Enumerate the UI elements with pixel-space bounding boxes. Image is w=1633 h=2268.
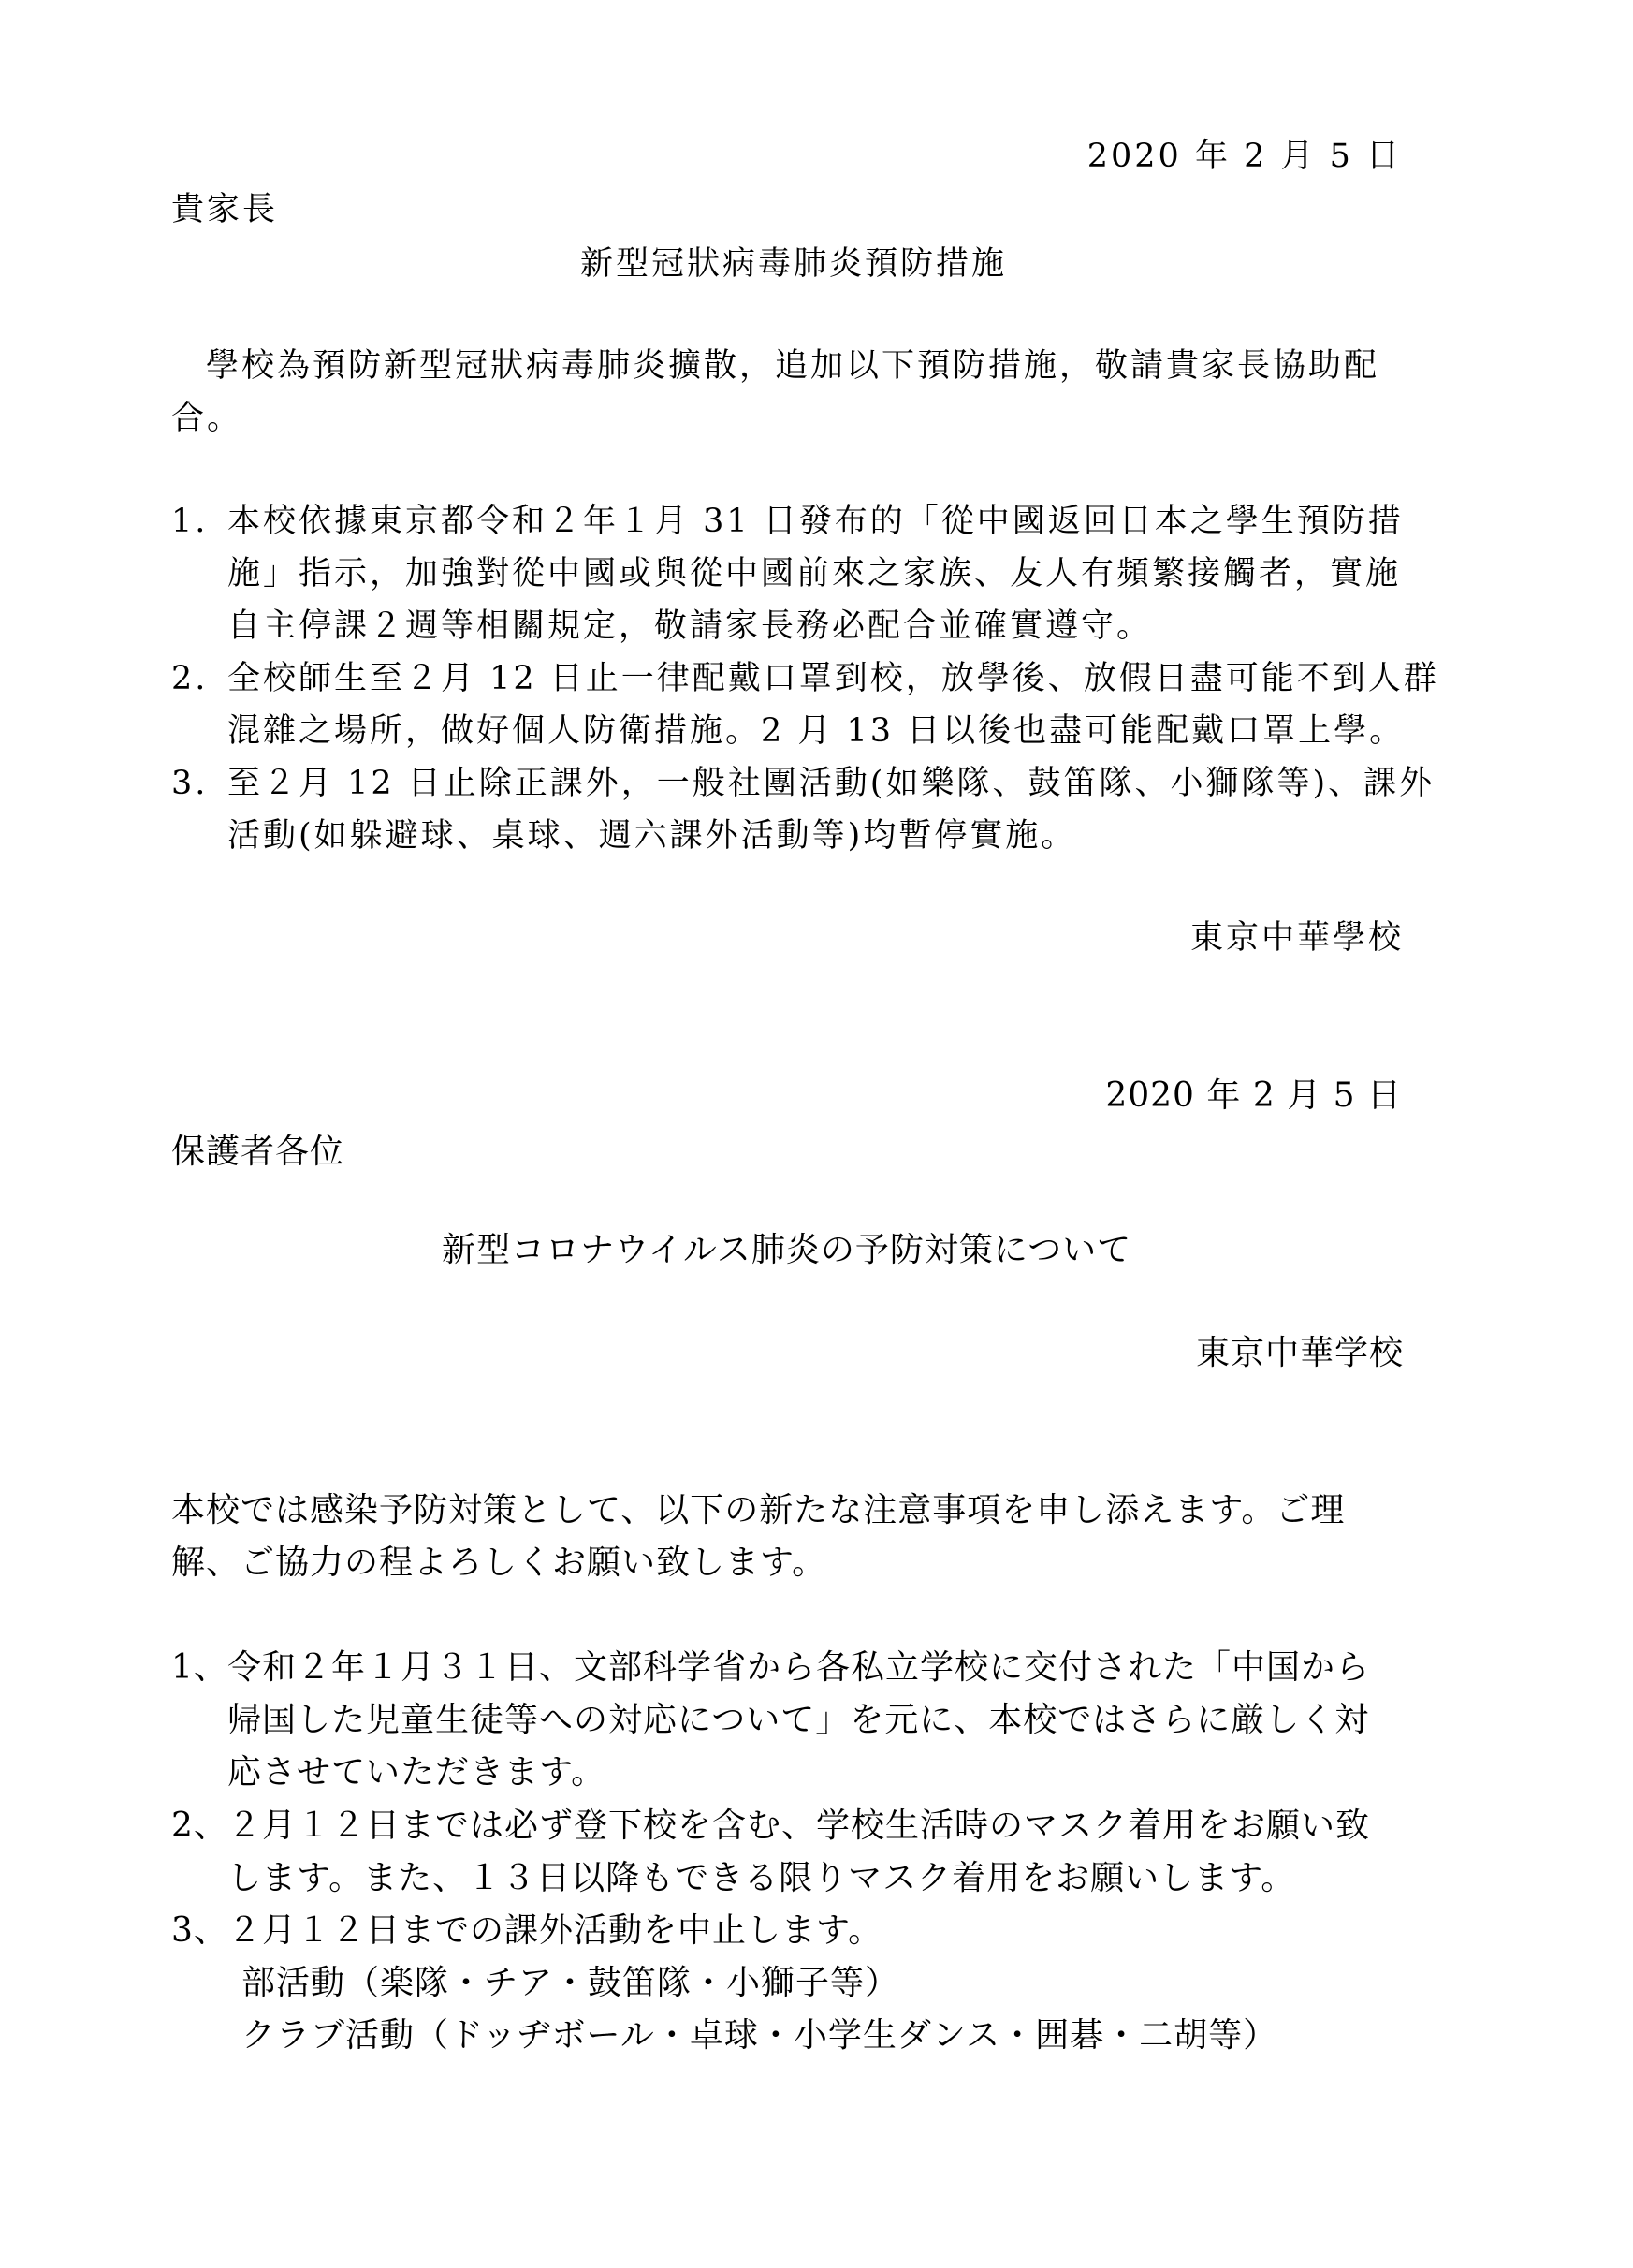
zh-intro-line-2: 合。: [171, 400, 243, 437]
zh-title: 新型冠狀病毒肺炎預防措施: [580, 245, 1008, 283]
zh-intro-line-1: 學校為預防新型冠狀病毒肺炎擴散，追加以下預防措施，敬請貴家長協助配: [206, 347, 1380, 385]
zh-item-2-line-1: 全校師生至２月 12 日止一律配戴口罩到校，放學後、放假日盡可能不到人群: [227, 660, 1439, 697]
zh-signature: 東京中華學校: [1189, 919, 1404, 957]
ja-item-1-line-2: 帰国した児童生徒等への対応について」を元に、本校ではさらに厳しく対: [227, 1701, 1370, 1739]
zh-item-3-number: 3.: [171, 765, 209, 802]
ja-item-1-line-1: 令和２年１月３１日、文部科学省から各私立学校に交付された「中国から: [227, 1648, 1371, 1687]
ja-item-3-number: 3、: [171, 1911, 228, 1950]
ja-item-2-line-1: ２月１２日までは必ず登下校を含む、学校生活時のマスク着用をお願い致: [227, 1807, 1371, 1845]
zh-item-2-line-2: 混雜之場所，做好個人防衛措施。2 月 13 日以後也盡可能配戴口罩上學。: [227, 712, 1406, 750]
ja-sub-item-1: 部活動（楽隊・チア・鼓笛隊・小獅子等）: [241, 1964, 900, 2002]
ja-addressee: 保護者各位: [171, 1133, 345, 1171]
zh-addressee: 貴家長: [171, 191, 279, 228]
ja-item-2-line-2: します。また、１３日以降もできる限りマスク着用をお願いします。: [227, 1859, 1296, 1897]
ja-sub-item-2: クラブ活動（ドッヂボール・卓球・小学生ダンス・囲碁・二胡等）: [241, 2016, 1278, 2055]
ja-signature: 東京中華学校: [1195, 1334, 1404, 1372]
ja-item-3-line-1: ２月１２日までの課外活動を中止します。: [227, 1911, 883, 1950]
ja-item-2-number: 2、: [171, 1807, 228, 1845]
zh-item-1-line-2: 施」指示，加強對從中國或與從中國前來之家族、友人有頻繁接觸者，實施: [227, 555, 1402, 593]
ja-intro-line-1: 本校では感染予防対策として、以下の新たな注意事項を申し添えます。ご理: [171, 1491, 1346, 1529]
zh-date: 2020 年 2 月 5 日: [1086, 138, 1402, 175]
zh-item-3-line-1: 至２月 12 日止除正課外，一般社團活動(如樂隊、鼓笛隊、小獅隊等)、課外: [227, 765, 1436, 802]
zh-item-1-line-3: 自主停課２週等相關規定，敬請家長務必配合並確實遵守。: [227, 607, 1153, 645]
zh-item-2-number: 2.: [171, 660, 209, 697]
zh-item-1-number: 1.: [171, 503, 209, 540]
ja-item-1-number: 1、: [171, 1648, 228, 1687]
ja-intro-line-2: 解、ご協力の程よろしくお願い致します。: [171, 1544, 827, 1582]
ja-title: 新型コロナウイルス肺炎の予防対策について: [442, 1231, 1132, 1269]
zh-item-3-line-2: 活動(如躲避球、桌球、週六課外活動等)均暫停實施。: [227, 817, 1077, 855]
ja-item-1-line-3: 応させていただきます。: [227, 1753, 606, 1792]
ja-date: 2020 年 2 月 5 日: [1105, 1076, 1402, 1115]
zh-item-1-line-1: 本校依據東京都令和２年１月 31 日發布的「從中國返回日本之學生預防措: [227, 503, 1404, 540]
